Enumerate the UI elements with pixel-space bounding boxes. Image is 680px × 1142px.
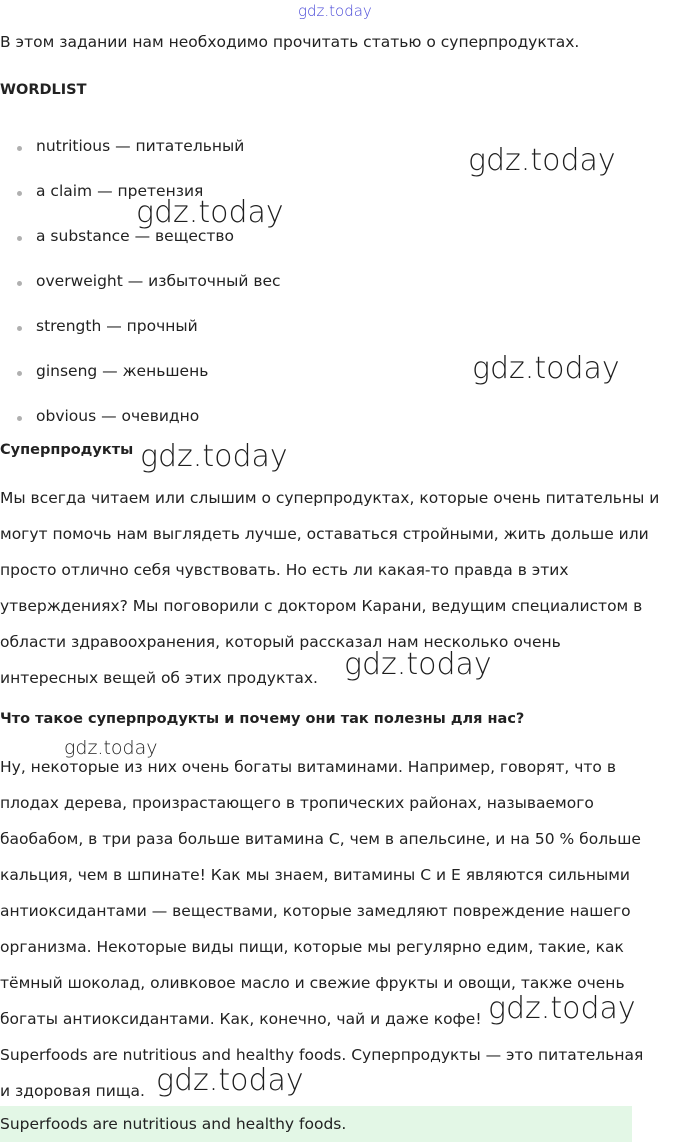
highlighted-answer-text: Superfoods are nutritious and healthy foods.: [0, 1115, 347, 1133]
text-line: богаты антиоксидантами. Как, конечно, чай и даже кофе!: [0, 1010, 482, 1028]
highlighted-answer: [0, 1106, 632, 1142]
watermark: gdz.today: [488, 991, 636, 1026]
watermark: gdz.today: [472, 351, 620, 386]
text-line: антиоксидантами — веществами, которые замедляют повреждение нашего: [0, 902, 631, 920]
bullet-icon: [17, 281, 22, 286]
watermark: gdz.today: [468, 143, 616, 178]
text-line: утверждениях? Мы поговорили с доктором Карани, ведущим специалистом в: [0, 597, 643, 615]
text-line: и здоровая пища.: [0, 1082, 145, 1100]
watermark: gdz.today: [64, 737, 158, 759]
clipped-line: [0, 70, 190, 76]
text-line: баобабом, в три раза больше витамина С, чем в апельсине, и на 50 % больше: [0, 830, 641, 848]
text-line: просто отлично себя чувствовать. Но есть ли какая-то правда в этих: [0, 561, 569, 579]
bullet-icon: [17, 416, 22, 421]
bullet-icon: [17, 371, 22, 376]
bullet-icon: [17, 326, 22, 331]
watermark: gdz.today: [136, 195, 284, 230]
text-line: Ну, некоторые из них очень богаты витаминами. Например, говорят, что в: [0, 758, 616, 776]
text-line: могут помочь нам выглядеть лучше, оставаться стройными, жить дольше или: [0, 525, 649, 543]
text-line: тёмный шоколад, оливковое масло и свежие фрукты и овощи, также очень: [0, 974, 625, 992]
wordlist-heading: WORDLIST: [0, 82, 87, 98]
intro-text: В этом задании нам необходимо прочитать статью о суперпродуктах.: [0, 33, 580, 51]
text-line: Superfoods are nutritious and healthy foods. Суперпродукты — это питательная: [0, 1046, 644, 1064]
bullet-icon: [17, 146, 22, 151]
bullet-icon: [17, 236, 22, 241]
watermark-top: gdz.today: [298, 2, 372, 20]
watermark: gdz.today: [156, 1063, 304, 1098]
text-line: Мы всегда читаем или слышим о суперпродуктах, которые очень питательны и: [0, 489, 660, 507]
paragraph-intro: [0, 480, 680, 696]
watermark: gdz.today: [140, 439, 288, 474]
bullet-icon: [17, 191, 22, 196]
text-line: кальция, чем в шпинате! Как мы знаем, витамины С и Е являются сильными: [0, 866, 631, 884]
text-line: интересных вещей об этих продуктах.: [0, 669, 318, 687]
question-heading: Что такое суперпродукты и почему они так полезны для нас?: [0, 711, 525, 727]
text-line: области здравоохранения, который рассказал нам несколько очень: [0, 633, 561, 651]
text-line: организма. Некоторые виды пищи, которые мы регулярно едим, такие, как: [0, 938, 624, 956]
text-line: плодах дерева, произрастающего в тропических районах, называемого: [0, 794, 594, 812]
article-title: Суперпродукты: [0, 442, 134, 458]
paragraph-summary: [0, 1037, 680, 1109]
watermark: gdz.today: [344, 647, 492, 682]
